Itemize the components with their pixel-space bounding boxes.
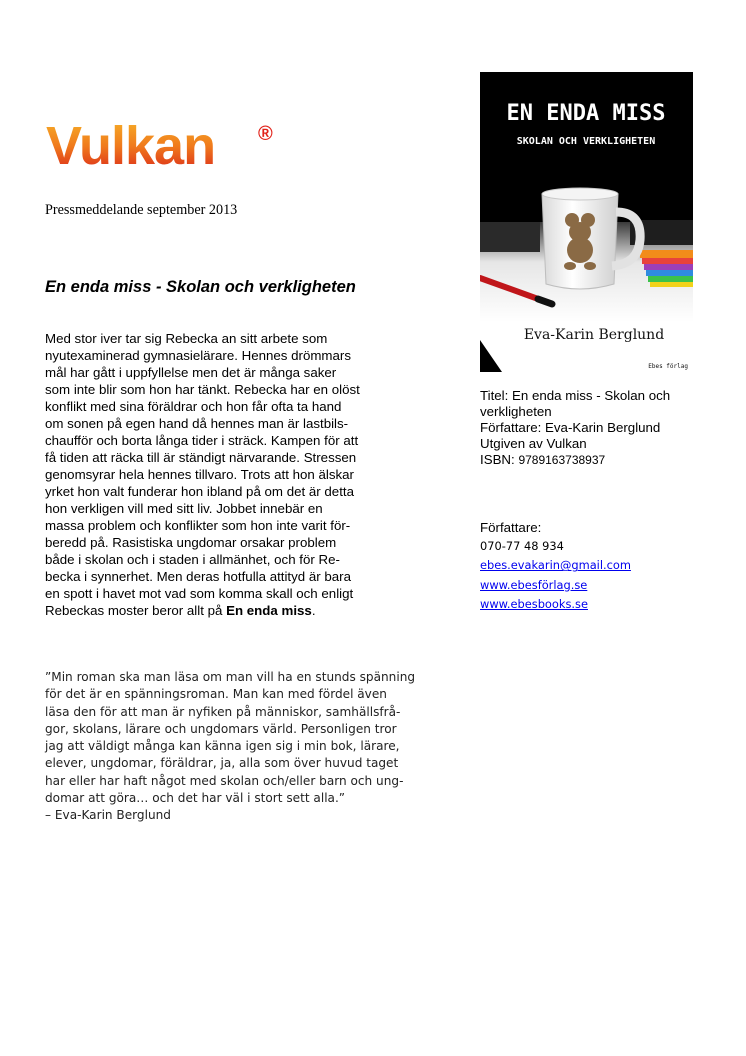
body-line: Med stor iver tar sig Rebecka an sitt arbete som [45,331,328,346]
quote-line: har eller har haft något med skolan och/eller barn och ung- [45,773,404,788]
body-line: becka i synnerhet. Men deras hotfulla attityd är bara [45,569,351,584]
cover-subtitle: SKOLAN OCH VERKLIGHETEN [516,136,656,147]
body-line: beredd på. Rasistiska ungdomar orsakar problem [45,535,337,550]
body-line: yrket hon valt funderar hon ibland på om det är detta [45,484,354,499]
vulkan-logo [46,112,286,172]
website-link-ebesbooks[interactable]: www.ebesbooks.se [480,596,588,611]
book-info-title: Titel: En enda miss - Skolan och [480,388,671,403]
logo-wordmark: Vulkan [46,116,216,172]
body-line: få tiden att räcka till är ständigt närvarande. Stressen [45,450,357,465]
book-info-title-cont: verkligheten [480,404,552,419]
book-info-author: Författare: Eva-Karin Berglund [480,420,661,435]
body-line: om sonen på egen hand då hennes man är lastbils- [45,416,349,431]
body-line: mål har gått i uppfyllelse men det är många saker [45,365,337,380]
quote-line: gor, skolans, lärare och ungdomars värld. Personligen tror [45,721,397,736]
quote-line: elever, ungdomar, föräldrar, ja, alla som över huvud taget [45,756,399,771]
body-line: massa problem och konflikter som hon inte varit för- [45,518,351,533]
body-line: en spott i havet mot vad som komma skall och enligt [45,586,354,601]
press-release-date: Pressmeddelande september 2013 [45,202,238,218]
article-body [45,330,405,619]
body-line: genomsyrar hela hennes tillvaro. Trots att hon älskar [45,467,354,482]
quote-line: domar att göra… och det har väl i stort sett alla.” [45,791,346,806]
quote-line: ”Min roman ska man läsa om man vill ha en stunds spänning [45,670,416,684]
quote-line: läsa den för att man är nyfiken på människor, samhällsfrå- [45,704,401,719]
body-line: konflikt med sina föräldrar och hon får ofta ta hand [45,399,342,414]
body-line: chaufför och borta långa tider i sträck. Kampen för att [45,433,359,448]
body-last-prefix: Rebeckas moster beror allt på [45,603,227,618]
contact-heading: Författare: [480,520,542,535]
contact-phone: 070-77 48 934 [480,539,564,554]
book-info-isbn [480,452,710,468]
contact-email-link[interactable]: ebes.evakarin@gmail.com [480,558,631,573]
cover-author: Eva-Karin Berglund [523,327,665,343]
author-contact [480,518,710,614]
body-line-last [45,602,405,619]
book-info [480,388,710,468]
logo-registered-mark: ® [258,123,273,145]
article-title: En enda miss - Skolan och verkligheten [45,278,356,296]
isbn-value: 9789163738937 [518,453,606,467]
book-title-emphasis: En enda miss [226,603,312,618]
body-last-suffix: . [311,603,316,618]
body-line: både i skolan och i staden i allmänhet, och för Re- [45,552,340,567]
body-line: som inte blir som hon har tänkt. Rebecka har en olöst [45,382,360,397]
book-cover [480,72,693,372]
quote-attribution: – Eva-Karin Berglund [45,808,171,823]
author-quote [45,669,425,825]
book-info-publisher: Utgiven av Vulkan [480,436,587,451]
quote-line: för det är en spänningsroman. Man kan med fördel även [45,687,387,702]
body-line: hon verkligen vill med sitt liv. Jobbet innebär en [45,501,323,516]
quote-line: jag att väldigt många kan känna igen sig i min bok, lärare, [45,739,400,754]
cover-title: EN ENDA MISS [506,101,666,126]
website-link-ebesforlag[interactable]: www.ebesförlag.se [480,577,588,592]
isbn-label: ISBN: [480,452,519,467]
cover-publisher-mark: Ebes förlag [648,363,688,370]
body-line: nyutexaminerad gymnasielärare. Hennes drömmars [45,348,351,363]
